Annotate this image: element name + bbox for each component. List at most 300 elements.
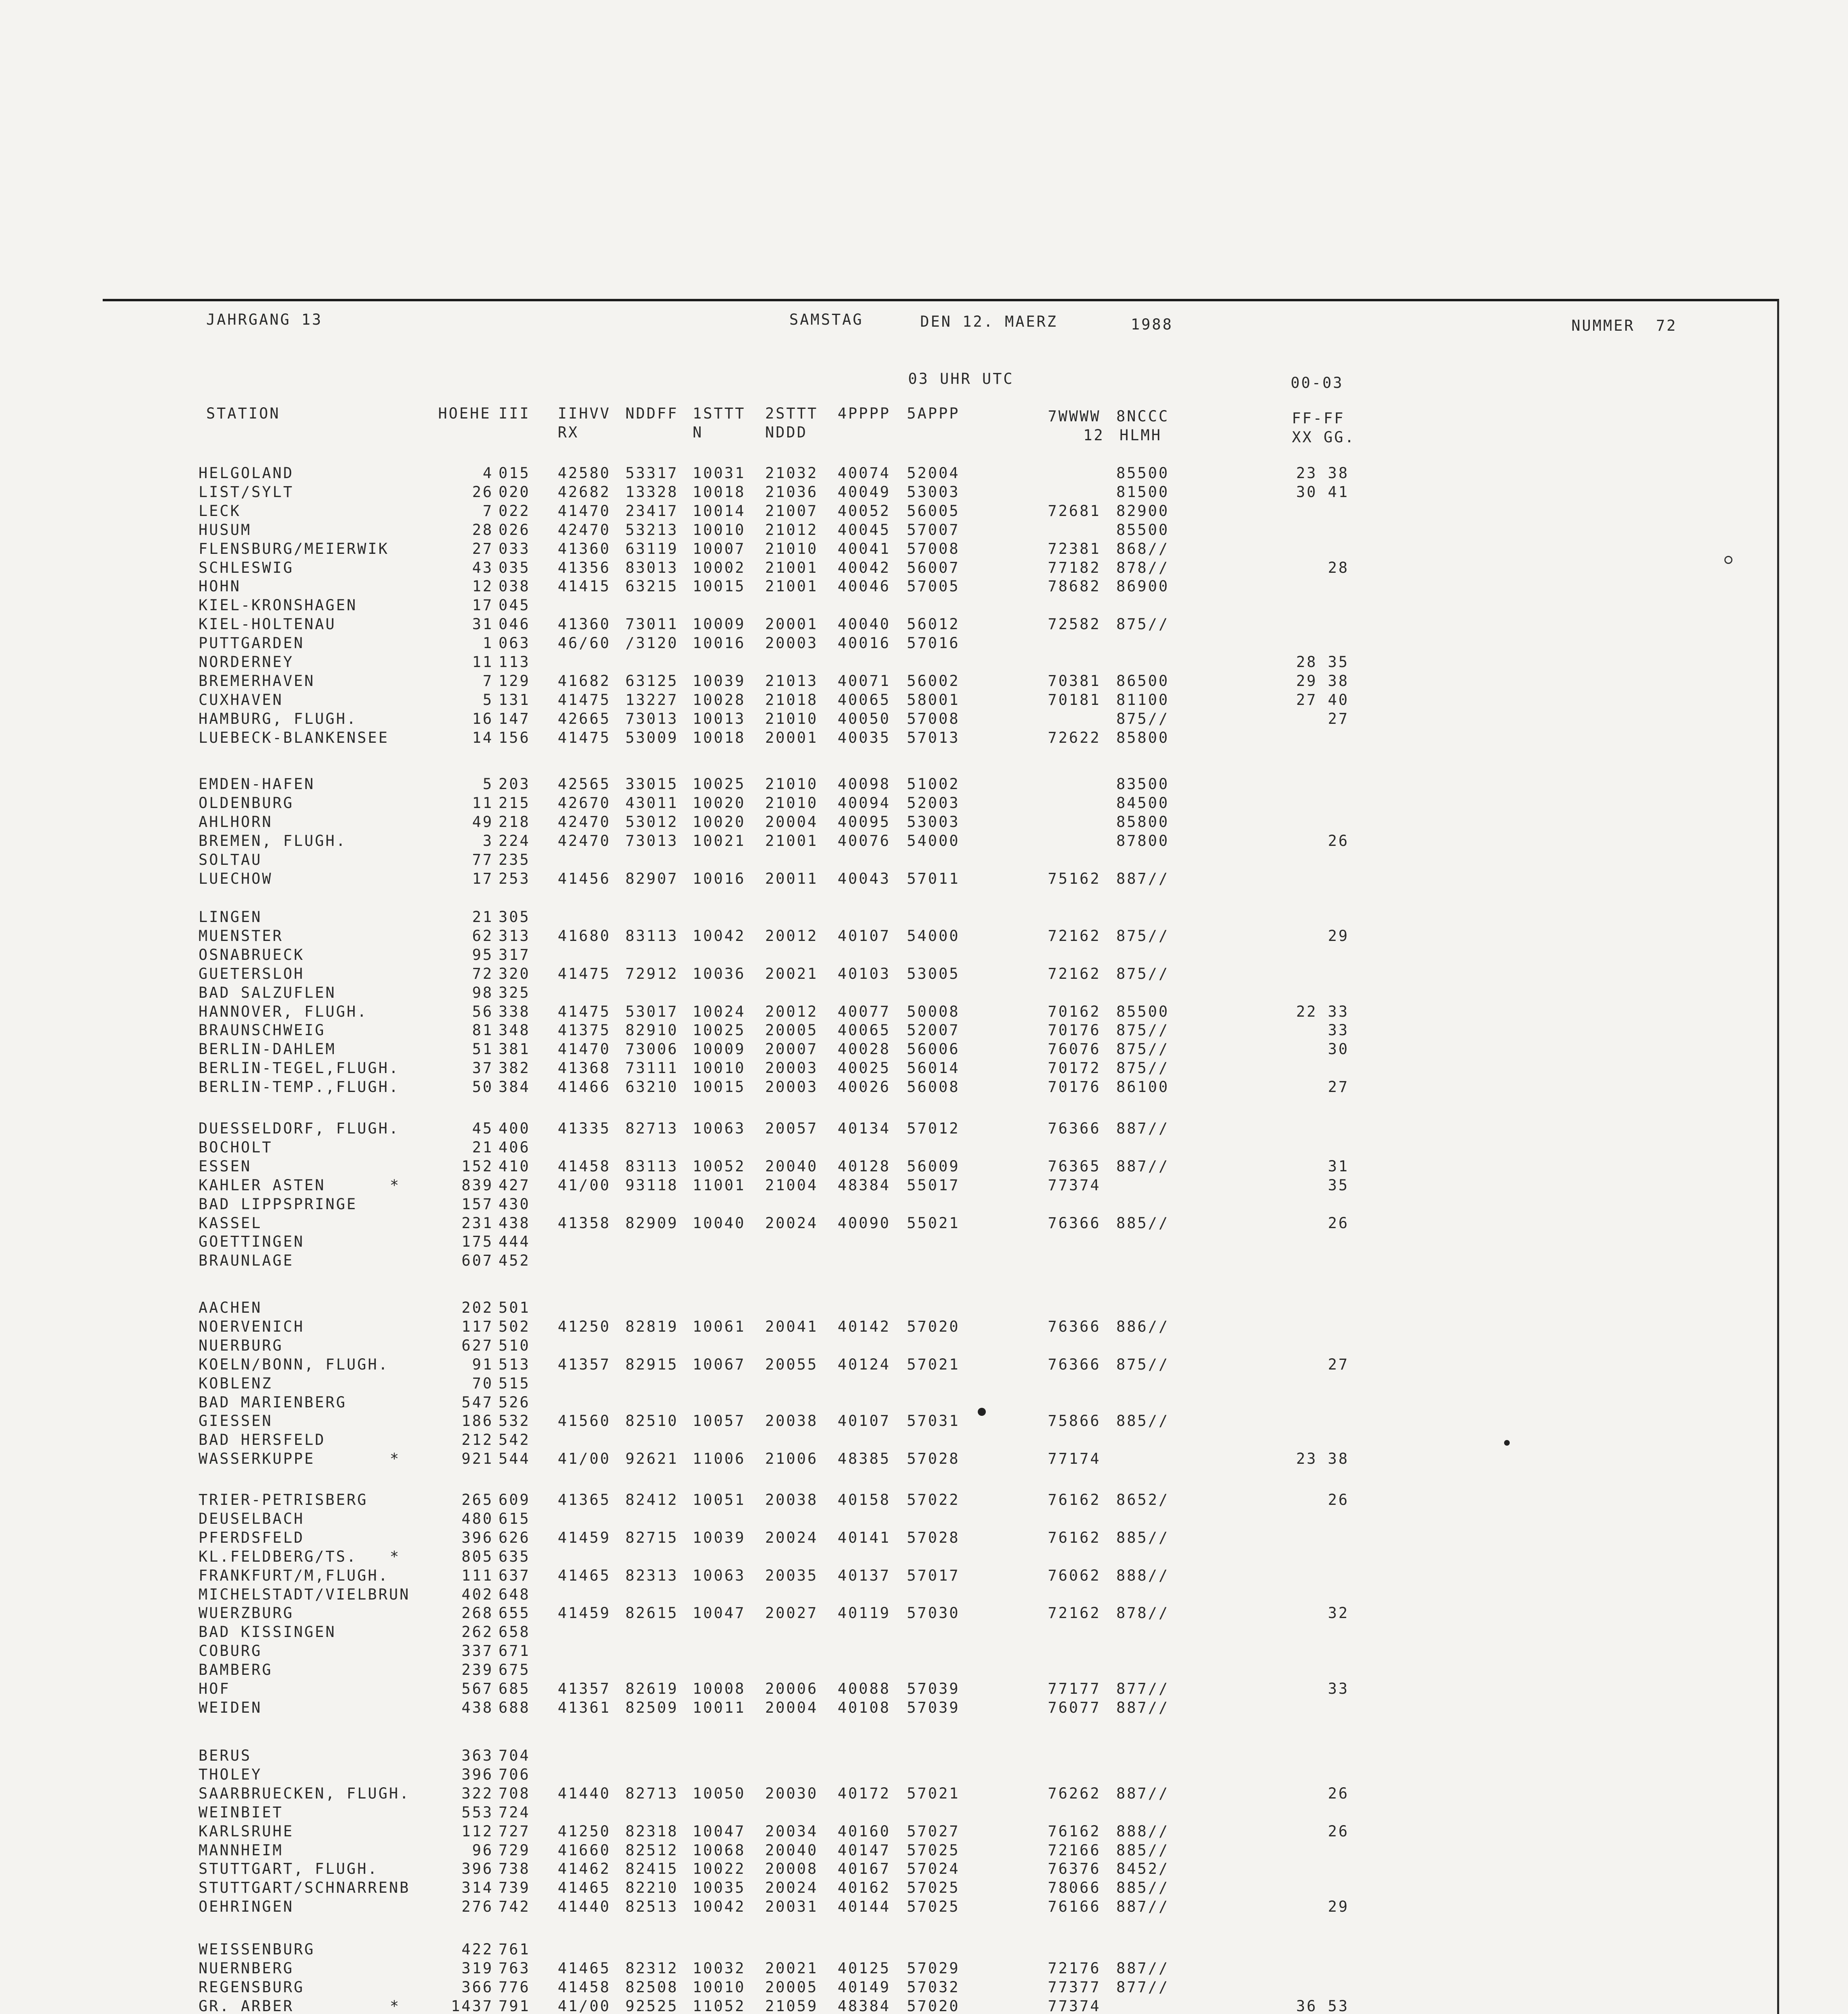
group-4pppp: 40016 [838, 634, 891, 652]
nddff: 13227 [625, 691, 679, 709]
height: 231 [461, 1214, 493, 1232]
issue-number: NUMMER 72 [1571, 317, 1677, 334]
station-name: ESSEN [199, 1157, 252, 1175]
station-id: 658 [499, 1623, 530, 1641]
height: 567 [461, 1680, 493, 1697]
station-name: STUTTGART, FLUGH. [199, 1860, 379, 1878]
station-id: 513 [499, 1355, 530, 1373]
nddff: 63119 [625, 540, 679, 557]
station-id: 381 [499, 1040, 530, 1058]
station-name: EMDEN-HAFEN [199, 775, 315, 793]
group-2sttt: 20035 [765, 1566, 818, 1584]
iihvv: 41660 [558, 1841, 611, 1859]
year: 1988 [1131, 316, 1173, 333]
group-8nccc: 8452/ [1116, 1860, 1169, 1878]
group-7wwww: 77374 [1048, 1997, 1101, 2014]
group-8nccc: 875// [1116, 1022, 1169, 1039]
height: 45 [472, 1120, 493, 1137]
station-id: 020 [499, 483, 530, 501]
nddff: 82619 [625, 1680, 679, 1697]
table-row [0, 1233, 1848, 1252]
nddff: 13328 [625, 483, 679, 501]
table-row [0, 1337, 1848, 1356]
group-2sttt: 21059 [765, 1997, 818, 2014]
nddff: 82312 [625, 1959, 679, 1977]
wind-gust: 26 [1328, 832, 1349, 850]
group-5appp: 56014 [907, 1059, 960, 1077]
group-8nccc: 86100 [1116, 1078, 1169, 1096]
table-row [0, 851, 1848, 870]
height: 14 [472, 729, 493, 746]
group-2sttt: 21001 [765, 578, 818, 595]
wind-gust: 27 [1328, 1355, 1349, 1373]
station-name: HAMBURG, FLUGH. [199, 710, 358, 727]
group-4pppp: 40088 [838, 1680, 891, 1697]
group-1sttt: 10040 [693, 1214, 746, 1232]
group-5appp: 57008 [907, 540, 960, 557]
group-7wwww: 70162 [1048, 1003, 1101, 1020]
group-4pppp: 40025 [838, 1059, 891, 1077]
table-row [0, 729, 1848, 748]
station-name: GR. ARBER [199, 1997, 294, 2014]
group-4pppp: 48385 [838, 1450, 891, 1468]
group-4pppp: 40095 [838, 813, 891, 831]
punch-mark [1724, 556, 1732, 564]
group-7wwww: 75162 [1048, 870, 1101, 887]
height: 7 [482, 672, 493, 690]
wind-gust: 26 [1328, 1214, 1349, 1232]
group-1sttt: 10068 [693, 1841, 746, 1859]
col-4pppp: 4PPPP [838, 405, 891, 422]
station-name: FLENSBURG/MEIERWIK [199, 540, 389, 557]
table-row [0, 870, 1848, 889]
group-2sttt: 20011 [765, 870, 818, 887]
group-1sttt: 10018 [693, 729, 746, 746]
height: 186 [461, 1412, 493, 1430]
station-id: 313 [499, 927, 530, 945]
group-8nccc: 875// [1116, 1355, 1169, 1373]
table-row [0, 578, 1848, 597]
table-row [0, 559, 1848, 578]
col-2sttt-sub: NDDD [765, 424, 808, 441]
station-id: 724 [499, 1803, 530, 1821]
station-name: LECK [199, 502, 241, 520]
group-5appp: 54000 [907, 927, 960, 945]
iihvv: 41335 [558, 1120, 611, 1137]
station-id: 305 [499, 908, 530, 926]
iihvv: 42580 [558, 464, 611, 482]
height: 95 [472, 946, 493, 963]
group-2sttt: 20038 [765, 1412, 818, 1430]
table-row [0, 615, 1848, 634]
group-1sttt: 10022 [693, 1860, 746, 1878]
col-5appp: 5APPP [907, 405, 960, 422]
group-1sttt: 10020 [693, 794, 746, 812]
iihvv: 42470 [558, 813, 611, 831]
table-row [0, 1604, 1848, 1623]
group-4pppp: 48384 [838, 1176, 891, 1194]
wind-gust: 26 [1328, 1491, 1349, 1508]
station-name: AHLHORN [199, 813, 273, 831]
wind-gust: 23 38 [1296, 464, 1349, 482]
nddff: 53009 [625, 729, 679, 746]
group-7wwww: 76162 [1048, 1491, 1101, 1508]
station-name: KIEL-HOLTENAU [199, 615, 336, 633]
group-8nccc: 85800 [1116, 813, 1169, 831]
group-7wwww: 72381 [1048, 540, 1101, 557]
group-2sttt: 21036 [765, 483, 818, 501]
col-ffff: FF-FF [1292, 410, 1345, 427]
station-id: 706 [499, 1765, 530, 1783]
station-name: WEISSENBURG [199, 1941, 315, 1958]
station-name: LUECHOW [199, 870, 273, 887]
group-8nccc: 86900 [1116, 578, 1169, 595]
height: 62 [472, 927, 493, 945]
height: 56 [472, 1003, 493, 1020]
iihvv: 41680 [558, 927, 611, 945]
col-hoehe: HOEHE [438, 405, 491, 422]
group-8nccc: 875// [1116, 615, 1169, 633]
station-name: BERLIN-DAHLEM [199, 1040, 336, 1058]
height: 805 [461, 1548, 493, 1565]
station-id: 515 [499, 1374, 530, 1392]
col-station: STATION [206, 405, 280, 422]
wind-gust: 23 38 [1296, 1450, 1349, 1468]
table-row [0, 775, 1848, 794]
station-id: 626 [499, 1529, 530, 1546]
group-2sttt: 20003 [765, 1078, 818, 1096]
station-name: BAD LIPPSPRINGE [199, 1195, 358, 1213]
table-row [0, 794, 1848, 813]
group-5appp: 57005 [907, 578, 960, 595]
height: 319 [461, 1959, 493, 1977]
height: 5 [482, 775, 493, 793]
height: 396 [461, 1860, 493, 1878]
height: 265 [461, 1491, 493, 1508]
station-id: 427 [499, 1176, 530, 1194]
observation-time: 03 UHR UTC [908, 370, 1014, 387]
nddff: 82713 [625, 1120, 679, 1137]
wind-gust: 30 41 [1296, 483, 1349, 501]
weekday: SAMSTAG [789, 311, 863, 328]
station-id: 253 [499, 870, 530, 887]
iihvv: 42670 [558, 794, 611, 812]
station-id: 648 [499, 1585, 530, 1603]
height: 112 [461, 1822, 493, 1840]
group-1sttt: 10035 [693, 1879, 746, 1897]
group-1sttt: 10052 [693, 1157, 746, 1175]
iihvv: 41360 [558, 540, 611, 557]
iihvv: 41/00 [558, 1176, 611, 1194]
table-row [0, 1450, 1848, 1469]
table-row [0, 521, 1848, 540]
group-4pppp: 40065 [838, 691, 891, 709]
station-id: 738 [499, 1860, 530, 1878]
col-iihvv: IIHVV [558, 405, 611, 422]
iihvv: 41361 [558, 1699, 611, 1716]
group-5appp: 57021 [907, 1355, 960, 1373]
group-8nccc: 85500 [1116, 464, 1169, 482]
group-7wwww: 77182 [1048, 559, 1101, 576]
height: 202 [461, 1299, 493, 1316]
iihvv: 46/60 [558, 634, 611, 652]
group-4pppp: 40074 [838, 464, 891, 482]
station-id: 338 [499, 1003, 530, 1020]
station-name: BAD SALZUFLEN [199, 984, 336, 1001]
nddff: 63210 [625, 1078, 679, 1096]
group-5appp: 53005 [907, 965, 960, 982]
nddff: 73111 [625, 1059, 679, 1077]
group-8nccc: 875// [1116, 710, 1169, 727]
group-4pppp: 40137 [838, 1566, 891, 1584]
station-id: 046 [499, 615, 530, 633]
group-1sttt: 10063 [693, 1566, 746, 1584]
iihvv: 42470 [558, 521, 611, 539]
station-id: 317 [499, 946, 530, 963]
station-name: NORDERNEY [199, 653, 294, 671]
group-1sttt: 10002 [693, 559, 746, 576]
group-2sttt: 21018 [765, 691, 818, 709]
group-2sttt: 20021 [765, 1959, 818, 1977]
iihvv: 42565 [558, 775, 611, 793]
wind-gust: 35 [1328, 1176, 1349, 1194]
station-name: KL.FELDBERG/TS. [199, 1548, 358, 1565]
group-1sttt: 10024 [693, 1003, 746, 1020]
group-2sttt: 20024 [765, 1529, 818, 1546]
station-name: KAHLER ASTEN [199, 1176, 326, 1194]
station-id: 022 [499, 502, 530, 520]
group-7wwww: 70381 [1048, 672, 1101, 690]
nddff: 82615 [625, 1604, 679, 1622]
group-4pppp: 40158 [838, 1491, 891, 1508]
group-4pppp: 48384 [838, 1997, 891, 2014]
height: 396 [461, 1529, 493, 1546]
group-5appp: 57021 [907, 1784, 960, 1802]
col-nddff: NDDFF [625, 405, 679, 422]
group-8nccc: 86500 [1116, 672, 1169, 690]
nddff: 82318 [625, 1822, 679, 1840]
group-4pppp: 40167 [838, 1860, 891, 1878]
nddff: 73011 [625, 615, 679, 633]
nddff: 82415 [625, 1860, 679, 1878]
table-row [0, 1960, 1848, 1979]
station-id: 235 [499, 851, 530, 868]
group-1sttt: 10021 [693, 832, 746, 850]
group-2sttt: 20003 [765, 634, 818, 652]
group-8nccc: 885// [1116, 1529, 1169, 1546]
station-name: HELGOLAND [199, 464, 294, 482]
nddff: 53213 [625, 521, 679, 539]
group-1sttt: 10025 [693, 1022, 746, 1039]
station-name: SOLTAU [199, 851, 262, 868]
height: 16 [472, 710, 493, 727]
wind-gust: 26 [1328, 1822, 1349, 1840]
group-4pppp: 40040 [838, 615, 891, 633]
station-name: HANNOVER, FLUGH. [199, 1003, 368, 1020]
group-1sttt: 10051 [693, 1491, 746, 1508]
group-7wwww: 72582 [1048, 615, 1101, 633]
station-name: HOF [199, 1680, 230, 1697]
col-2sttt: 2STTT [765, 405, 818, 422]
station-name: REGENSBURG [199, 1978, 304, 1996]
table-row [0, 927, 1848, 946]
group-1sttt: 10007 [693, 540, 746, 557]
station-id: 791 [499, 1997, 530, 2014]
iihvv: 41/00 [558, 1450, 611, 1468]
group-8nccc: 887// [1116, 870, 1169, 887]
height: 363 [461, 1747, 493, 1764]
group-4pppp: 40142 [838, 1318, 891, 1335]
height: 77 [472, 851, 493, 868]
height: 921 [461, 1450, 493, 1468]
group-1sttt: 11052 [693, 1997, 746, 2014]
group-5appp: 57039 [907, 1699, 960, 1716]
nddff: 82715 [625, 1529, 679, 1546]
station-id: 203 [499, 775, 530, 793]
group-2sttt: 20040 [765, 1157, 818, 1175]
station-id: 542 [499, 1431, 530, 1449]
table-row [0, 1997, 1848, 2014]
table-row [0, 1318, 1848, 1337]
group-1sttt: 10010 [693, 521, 746, 539]
table-row [0, 984, 1848, 1003]
station-id: 685 [499, 1680, 530, 1697]
station-id: 348 [499, 1022, 530, 1039]
station-name: OLDENBURG [199, 794, 294, 812]
group-5appp: 53003 [907, 483, 960, 501]
table-row [0, 1196, 1848, 1214]
group-4pppp: 40144 [838, 1898, 891, 1916]
station-id: 637 [499, 1566, 530, 1584]
group-8nccc: 875// [1116, 1040, 1169, 1058]
group-5appp: 56002 [907, 672, 960, 690]
group-1sttt: 10010 [693, 1059, 746, 1077]
iihvv: 42682 [558, 483, 611, 501]
group-8nccc: 84500 [1116, 794, 1169, 812]
station-id: 704 [499, 1747, 530, 1764]
group-5appp: 52003 [907, 794, 960, 812]
group-8nccc: 83500 [1116, 775, 1169, 793]
station-name: NOERVENICH [199, 1318, 304, 1335]
nddff: 83013 [625, 559, 679, 576]
station-id: 406 [499, 1138, 530, 1156]
group-5appp: 57012 [907, 1120, 960, 1137]
group-4pppp: 40125 [838, 1959, 891, 1977]
iihvv: 41459 [558, 1529, 611, 1546]
station-name: OEHRINGEN [199, 1898, 294, 1916]
station-id: 410 [499, 1157, 530, 1175]
iihvv: 41440 [558, 1898, 611, 1916]
group-8nccc: 875// [1116, 1059, 1169, 1077]
station-id: 215 [499, 794, 530, 812]
station-name: LINGEN [199, 908, 262, 926]
group-4pppp: 40050 [838, 710, 891, 727]
station-id: 708 [499, 1784, 530, 1802]
group-4pppp: 40065 [838, 1022, 891, 1039]
height: 11 [472, 794, 493, 812]
group-1sttt: 10013 [693, 710, 746, 727]
station-name: KIEL-KRONSHAGEN [199, 597, 358, 614]
table-row [0, 1823, 1848, 1842]
nddff: 82510 [625, 1412, 679, 1430]
station-id: 400 [499, 1120, 530, 1137]
group-7wwww: 70176 [1048, 1078, 1101, 1096]
height: 98 [472, 984, 493, 1001]
table-row [0, 1567, 1848, 1586]
height: 31 [472, 615, 493, 633]
station-name: BREMEN, FLUGH. [199, 832, 347, 850]
station-name: HOHN [199, 578, 241, 595]
col-iihvv-sub: RX [558, 424, 579, 441]
station-id: 502 [499, 1318, 530, 1335]
nddff: 53017 [625, 1003, 679, 1020]
group-5appp: 57020 [907, 1318, 960, 1335]
group-5appp: 52007 [907, 1022, 960, 1039]
table-row [0, 597, 1848, 615]
group-2sttt: 20003 [765, 1059, 818, 1077]
group-7wwww: 72162 [1048, 1604, 1101, 1622]
group-1sttt: 11001 [693, 1176, 746, 1194]
group-2sttt: 21032 [765, 464, 818, 482]
station-name: PFERDSFELD [199, 1529, 304, 1546]
mountain-marker: * [390, 1548, 401, 1565]
nddff: 82513 [625, 1898, 679, 1916]
group-2sttt: 20001 [765, 729, 818, 746]
height: 111 [461, 1566, 493, 1584]
group-5appp: 57008 [907, 710, 960, 727]
group-5appp: 57028 [907, 1529, 960, 1546]
group-2sttt: 21006 [765, 1450, 818, 1468]
group-8nccc: 885// [1116, 1412, 1169, 1430]
group-2sttt: 20005 [765, 1978, 818, 1996]
table-row [0, 1766, 1848, 1785]
station-name: GOETTINGEN [199, 1233, 304, 1251]
group-4pppp: 40172 [838, 1784, 891, 1802]
group-5appp: 57039 [907, 1680, 960, 1697]
group-1sttt: 10036 [693, 965, 746, 982]
table-row [0, 832, 1848, 851]
group-2sttt: 21010 [765, 794, 818, 812]
group-5appp: 50008 [907, 1003, 960, 1020]
iihvv: 41466 [558, 1078, 611, 1096]
wind-gust: 30 [1328, 1040, 1349, 1058]
col-7wwww-sub: 12 [1083, 427, 1105, 444]
group-1sttt: 10020 [693, 813, 746, 831]
station-name: BAD KISSINGEN [199, 1623, 336, 1641]
iihvv: 41250 [558, 1822, 611, 1840]
iihvv: 41475 [558, 965, 611, 982]
nddff: 43011 [625, 794, 679, 812]
group-2sttt: 21012 [765, 521, 818, 539]
station-id: 430 [499, 1195, 530, 1213]
nddff: 82909 [625, 1214, 679, 1232]
group-4pppp: 40108 [838, 1699, 891, 1716]
group-7wwww: 72162 [1048, 965, 1101, 982]
station-id: 444 [499, 1233, 530, 1251]
height: 72 [472, 965, 493, 982]
group-1sttt: 11006 [693, 1450, 746, 1468]
iihvv: 41475 [558, 691, 611, 709]
group-5appp: 51002 [907, 775, 960, 793]
group-4pppp: 40141 [838, 1529, 891, 1546]
height: 91 [472, 1355, 493, 1373]
group-8nccc: 868// [1116, 540, 1169, 557]
station-name: BREMERHAVEN [199, 672, 315, 690]
height: 396 [461, 1765, 493, 1783]
group-1sttt: 10009 [693, 615, 746, 633]
height: 314 [461, 1879, 493, 1897]
wind-gust: 32 [1328, 1604, 1349, 1622]
